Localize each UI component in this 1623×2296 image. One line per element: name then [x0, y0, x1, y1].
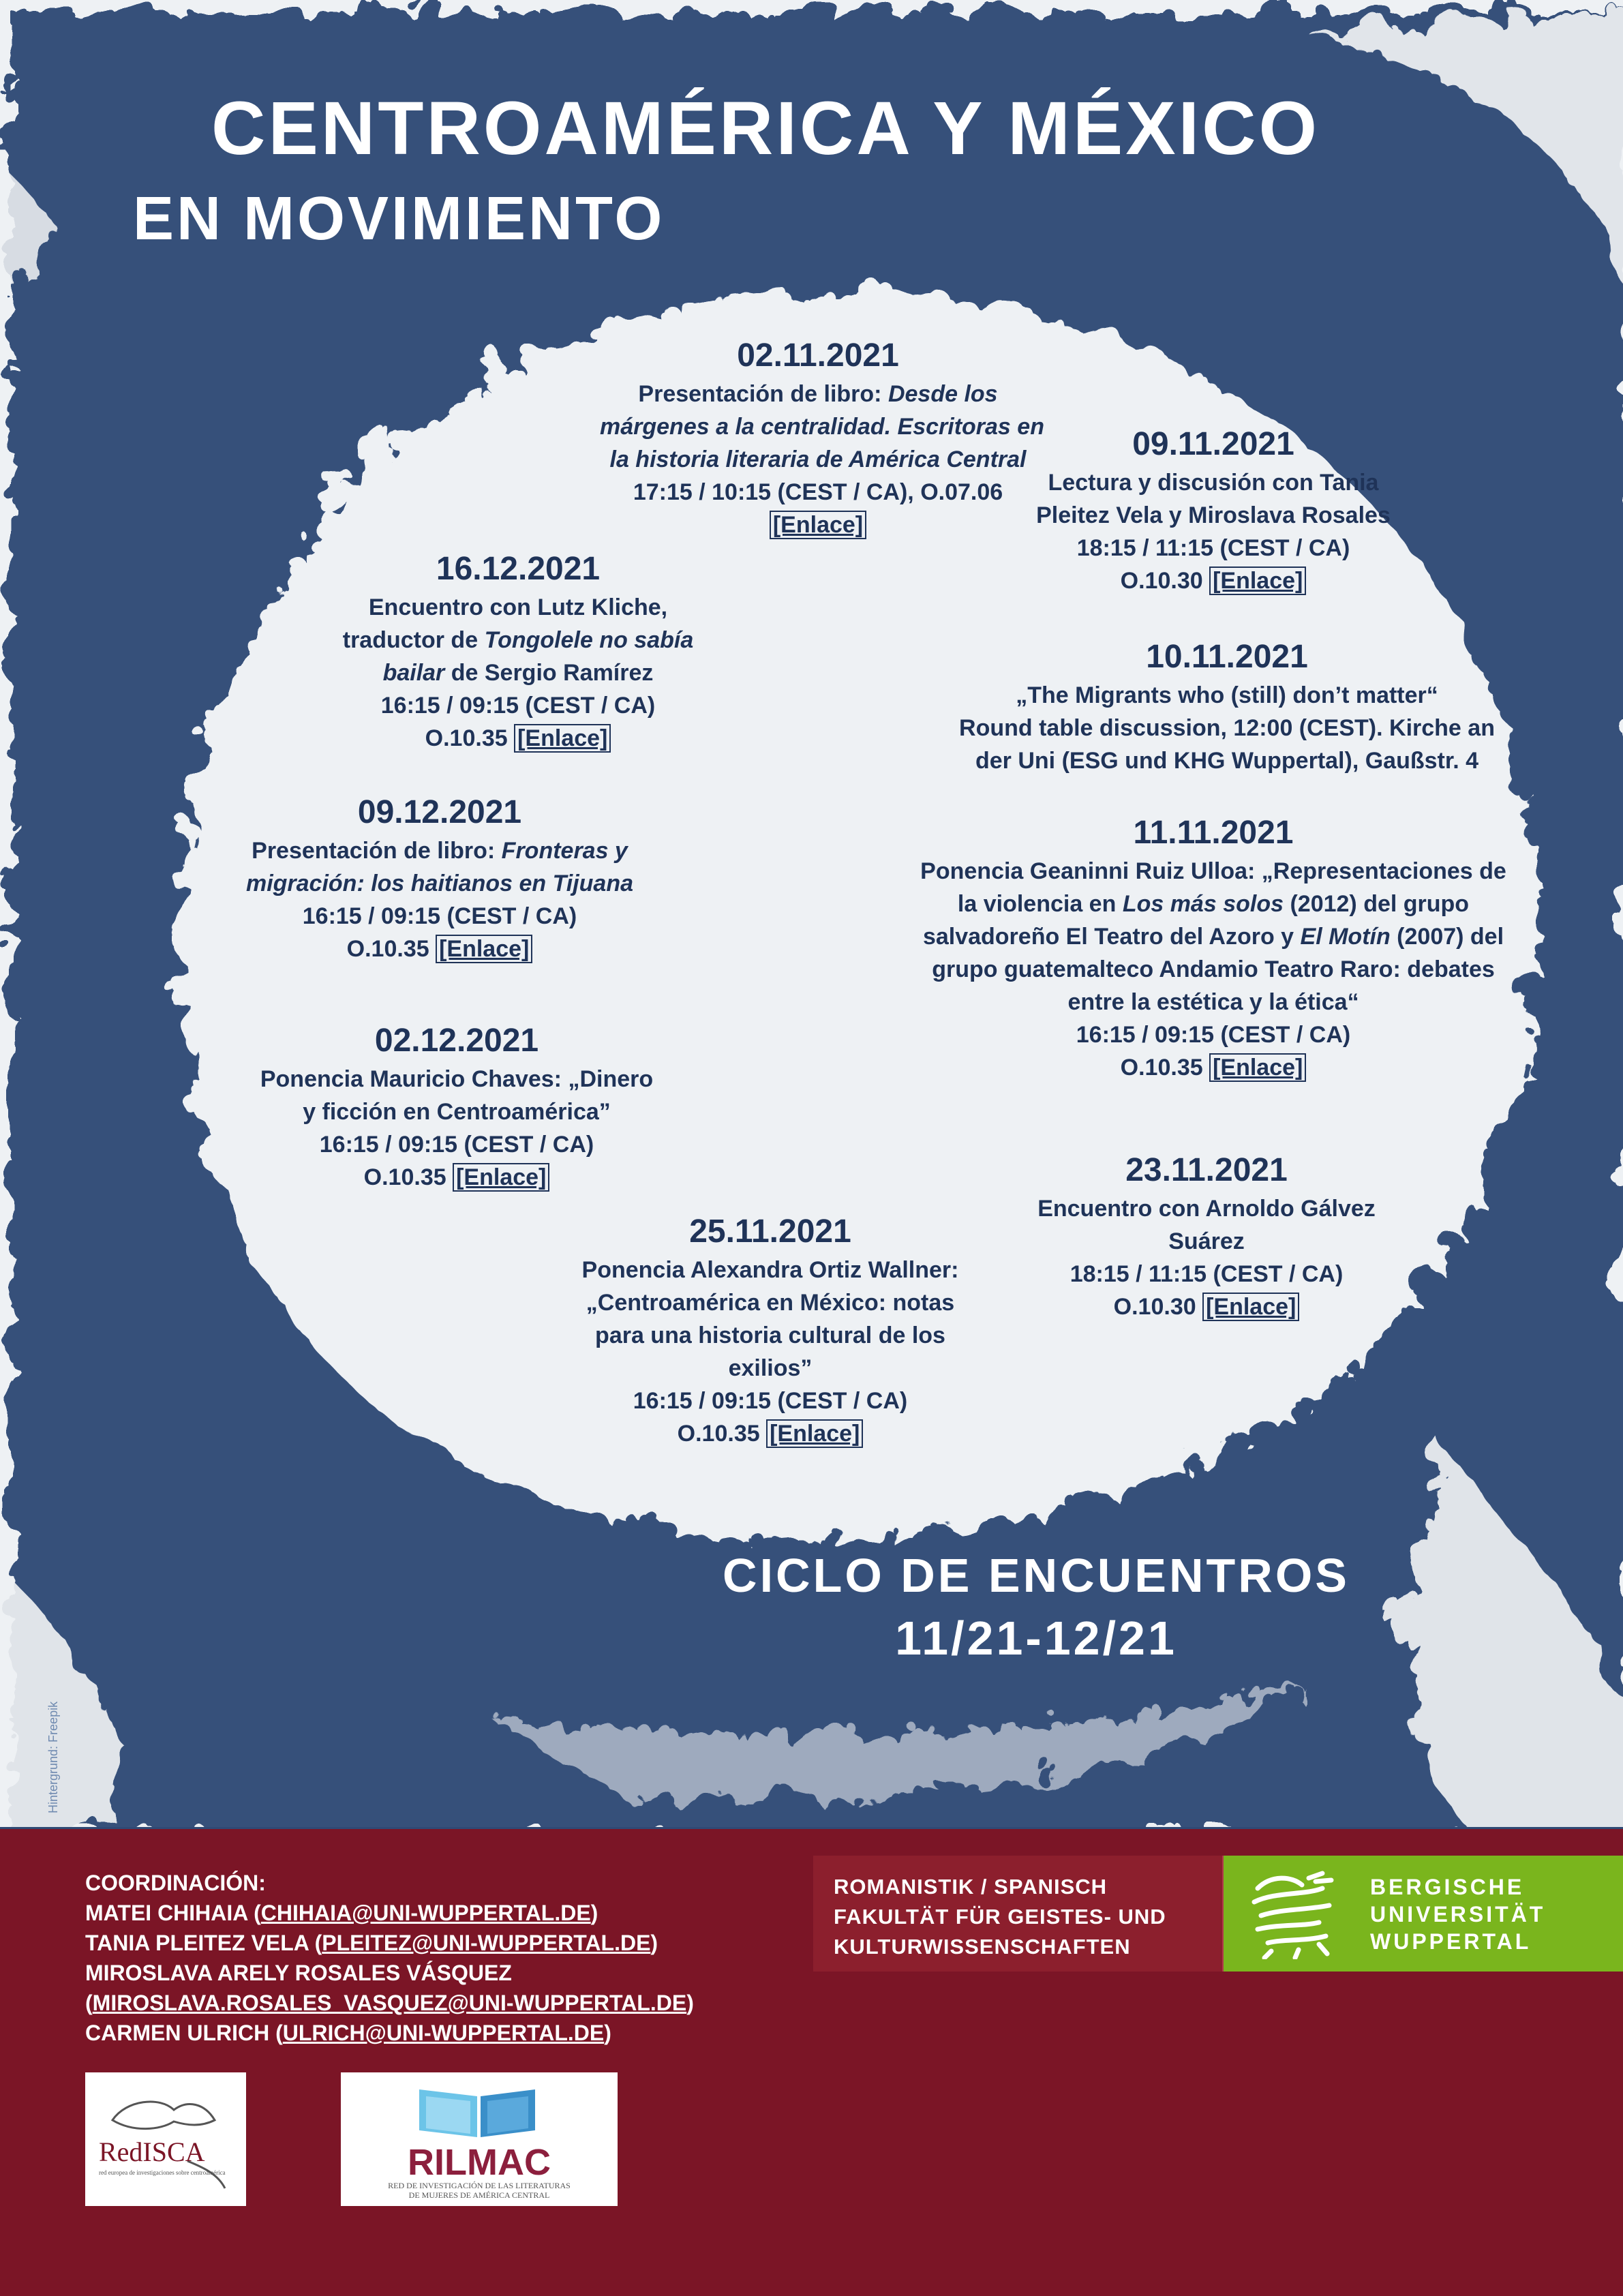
enlace-link[interactable]: [Enlace] [770, 511, 866, 539]
event-detail-line [600, 378, 1036, 410]
enlace-link[interactable]: [Enlace] [1209, 1053, 1306, 1082]
event-text: 18:15 / 11:15 (CEST / CA) [1070, 1261, 1344, 1287]
event-detail-line [218, 834, 661, 867]
event-date: 11.11.2021 [1133, 815, 1294, 851]
event-date: 02.12.2021 [374, 1023, 539, 1059]
event-text: Ponencia Mauricio Chaves: „Dinero [260, 1066, 654, 1092]
event-text: Suárez [1168, 1228, 1245, 1254]
event-detail-line [913, 920, 1513, 953]
event-detail-line [320, 689, 716, 722]
event-text: para una historia cultural de los [595, 1323, 945, 1348]
event-date: 10.11.2021 [1146, 639, 1308, 675]
event-detail-line [913, 1051, 1513, 1084]
event-text: 16:15 / 09:15 (CEST / CA) [302, 903, 577, 929]
event-detail-line [259, 1161, 654, 1194]
email-link[interactable]: PLEITEZ@UNI-WUPPERTAL.DE [322, 1931, 651, 1955]
event-detail-line [941, 712, 1513, 744]
email-link[interactable]: ULRICH@UNI-WUPPERTAL.DE [282, 2021, 605, 2045]
event-date: 16.12.2021 [436, 551, 601, 587]
event-text: Ponencia Alexandra Ortiz Wallner: [581, 1257, 959, 1283]
redisca-logo [85, 2072, 246, 2206]
enlace-link[interactable]: [Enlace] [453, 1163, 549, 1192]
event-text: O.10.30 [1120, 568, 1210, 594]
event-text: 16:15 / 09:15 (CEST / CA) [380, 693, 656, 719]
event-title-italic: Desde los [888, 381, 998, 407]
event-text: O.10.35 [1120, 1055, 1210, 1081]
email-link[interactable]: CHIHAIA@UNI-WUPPERTAL.DE [260, 1901, 591, 1925]
event-date: 09.11.2021 [1132, 426, 1294, 462]
event-text: Presentación de libro: [252, 838, 502, 864]
event-text: O.10.35 [363, 1164, 453, 1190]
event-text: 16:15 / 09:15 (CEST / CA) [319, 1132, 594, 1158]
department-line-2: FAKULTÄT FÜR GEISTES- UND [834, 1905, 1166, 1929]
coordinator-line: (MIROSLAVA.ROSALES_VASQUEZ@UNI-WUPPERTAL.DE) [85, 1991, 694, 2015]
event-detail-line [566, 1319, 975, 1352]
event-text: traductor de [342, 627, 485, 653]
event-title-italic: El Motín [1300, 924, 1391, 950]
event-2021-11-11 [913, 811, 1513, 1084]
event-2021-11-10 [941, 635, 1513, 777]
event-detail-line [1022, 499, 1404, 532]
cycle-title [641, 1544, 1431, 1670]
rilmac-logo [341, 2072, 618, 2206]
rilmac-subtitle-2: DE MUJERES DE AMÉRICA CENTRAL [408, 2190, 550, 2200]
event-text: 17:15 / 10:15 (CEST / CA), O.07.06 [633, 479, 1003, 505]
event-text: Lectura y discusión con Tania [1048, 470, 1379, 496]
event-detail-line [566, 1385, 975, 1417]
event-detail-line [1022, 564, 1404, 597]
coordinator-line: CARMEN ULRICH (ULRICH@UNI-WUPPERTAL.DE) [85, 2021, 611, 2045]
event-text: O.10.35 [425, 725, 515, 751]
event-text: O.10.35 [346, 936, 436, 962]
event-text: Encuentro con Arnoldo Gálvez [1037, 1196, 1376, 1222]
event-detail-line [566, 1286, 975, 1319]
event-title-italic: márgenes a la centralidad. Escritoras en [600, 414, 1044, 440]
event-detail-line [1016, 1225, 1397, 1258]
department-box [813, 1856, 1225, 1972]
event-date: 02.11.2021 [737, 337, 899, 374]
event-detail-line [941, 744, 1513, 777]
event-detail-line [566, 1254, 975, 1286]
rilmac-book-icon [341, 2072, 618, 2206]
event-date: 23.11.2021 [1125, 1152, 1288, 1188]
coordination-heading: COORDINACIÓN: [85, 1871, 266, 1895]
event-detail-line [259, 1063, 654, 1096]
event-text: exilios” [728, 1355, 813, 1381]
event-detail-line [913, 855, 1513, 888]
cycle-title-line-1: CICLO DE ENCUENTROS [723, 1549, 1350, 1602]
enlace-link[interactable]: [Enlace] [766, 1419, 863, 1448]
event-2021-11-23 [1016, 1149, 1397, 1323]
event-text: entre la estética y la ética“ [1067, 989, 1359, 1015]
redisca-name: RedISCA [99, 2136, 205, 2167]
event-detail-line [259, 1096, 654, 1128]
title-line-1: CENTROAMÉRICA Y MÉXICO [211, 87, 1320, 170]
event-2021-12-09 [218, 791, 661, 965]
event-2021-11-09 [1022, 423, 1404, 597]
event-2021-12-16 [320, 547, 716, 755]
university-lion-icon [1244, 1868, 1339, 1959]
event-detail-line [913, 953, 1513, 986]
event-title-italic: bailar [382, 660, 445, 686]
event-detail-line [320, 722, 716, 755]
event-detail-line [566, 1352, 975, 1385]
event-detail-line [1016, 1192, 1397, 1225]
event-detail-line [941, 679, 1513, 712]
event-text: O.10.35 [677, 1421, 767, 1447]
coordination-block [85, 1868, 694, 2048]
event-detail-line [600, 443, 1036, 476]
event-text: Encuentro con Lutz Kliche, [368, 594, 668, 620]
rilmac-name: RILMAC [408, 2142, 551, 2183]
redisca-subtitle: red europea de investigaciones sobre centroamérica [99, 2169, 226, 2176]
event-detail-line [218, 900, 661, 933]
event-detail-line [1022, 532, 1404, 564]
event-detail-line [566, 1417, 975, 1450]
event-2021-12-02 [259, 1019, 654, 1194]
event-detail-line [259, 1128, 654, 1161]
event-date: 09.12.2021 [357, 794, 522, 830]
event-text: (2007) del [1390, 924, 1504, 950]
department-line-1: ROMANISTIK / SPANISCH [834, 1875, 1108, 1899]
event-detail-line [320, 591, 716, 624]
event-detail-line [913, 888, 1513, 920]
university-line-2: UNIVERSITÄT [1370, 1902, 1546, 1927]
redisca-map-icon [85, 2072, 246, 2206]
event-text: grupo guatemalteco Andamio Teatro Raro: debates [932, 956, 1495, 982]
event-title-italic: Fronteras y [501, 838, 628, 864]
enlace-link[interactable]: [Enlace] [1202, 1293, 1299, 1321]
coordinator-line: MATEI CHIHAIA (CHIHAIA@UNI-WUPPERTAL.DE) [85, 1901, 598, 1925]
event-detail-line [320, 656, 716, 689]
event-detail-line [913, 986, 1513, 1018]
event-detail-line [1016, 1258, 1397, 1290]
event-text: la violencia en [957, 891, 1123, 917]
event-detail-line [218, 933, 661, 965]
event-text: Presentación de libro: [638, 381, 888, 407]
rilmac-subtitle-1: RED DE INVESTIGACIÓN DE LAS LITERATURAS [388, 2181, 571, 2190]
event-text: salvadoreño El Teatro del Azoro y [922, 924, 1301, 950]
event-text: Ponencia Geaninni Ruiz Ulloa: „Representaciones de [920, 858, 1506, 884]
background-credit: Hintergrund: Freepik [46, 1701, 60, 1813]
event-text: „The Migrants who (still) don’t matter“ [1016, 682, 1438, 708]
coordinator-line: MIROSLAVA ARELY ROSALES VÁSQUEZ [85, 1961, 512, 1985]
enlace-link[interactable]: [Enlace] [514, 724, 611, 753]
event-title-italic: migración: los haitianos en Tijuana [245, 871, 634, 896]
event-text: de Sergio Ramírez [444, 660, 654, 686]
event-date: 25.11.2021 [689, 1213, 851, 1250]
enlace-link[interactable]: [Enlace] [436, 935, 532, 963]
event-title-italic: Los más solos [1122, 891, 1284, 917]
event-2021-11-25 [566, 1210, 975, 1450]
event-text: 16:15 / 09:15 (CEST / CA) [633, 1388, 908, 1414]
event-detail-line [600, 476, 1036, 509]
event-detail-line [320, 624, 716, 656]
coordinator-line: TANIA PLEITEZ VELA (PLEITEZ@UNI-WUPPERTAL.DE) [85, 1931, 658, 1955]
event-detail-line [1016, 1290, 1397, 1323]
event-text: y ficción en Centroamérica” [303, 1099, 611, 1125]
event-title-italic: la historia literaria de América Central [609, 447, 1027, 472]
department-line-3: KULTURWISSENSCHAFTEN [834, 1935, 1131, 1959]
university-box [1224, 1856, 1623, 1972]
cycle-dates: 11/21-12/21 [895, 1612, 1177, 1665]
event-detail-line [600, 509, 1036, 541]
event-detail-line [1022, 466, 1404, 499]
event-text: 16:15 / 09:15 (CEST / CA) [1076, 1022, 1351, 1048]
event-detail-line [600, 410, 1044, 443]
university-line-1: BERGISCHE [1370, 1875, 1525, 1899]
university-line-3: WUPPERTAL [1370, 1929, 1532, 1954]
event-detail-line [218, 867, 661, 900]
email-link[interactable]: MIROSLAVA.ROSALES_VASQUEZ@UNI-WUPPERTAL.DE [92, 1991, 687, 2015]
event-text: „Centroamérica en México: notas [586, 1290, 955, 1316]
event-title-italic: Tongolele no sabía [484, 627, 694, 653]
event-2021-11-02 [600, 334, 1044, 541]
event-text: der Uni (ESG und KHG Wuppertal), Gaußstr. 4 [975, 748, 1478, 774]
enlace-link[interactable]: [Enlace] [1209, 567, 1306, 595]
event-detail-line [913, 1018, 1513, 1051]
event-text: Pleitez Vela y Miroslava Rosales [1036, 502, 1391, 528]
event-text: 18:15 / 11:15 (CEST / CA) [1076, 535, 1350, 561]
title-line-2: EN MOVIMIENTO [133, 185, 665, 253]
event-text: (2012) del grupo [1284, 891, 1470, 917]
event-text: O.10.30 [1113, 1294, 1203, 1320]
event-text: Round table discussion, 12:00 (CEST). Kirche an [959, 715, 1495, 741]
